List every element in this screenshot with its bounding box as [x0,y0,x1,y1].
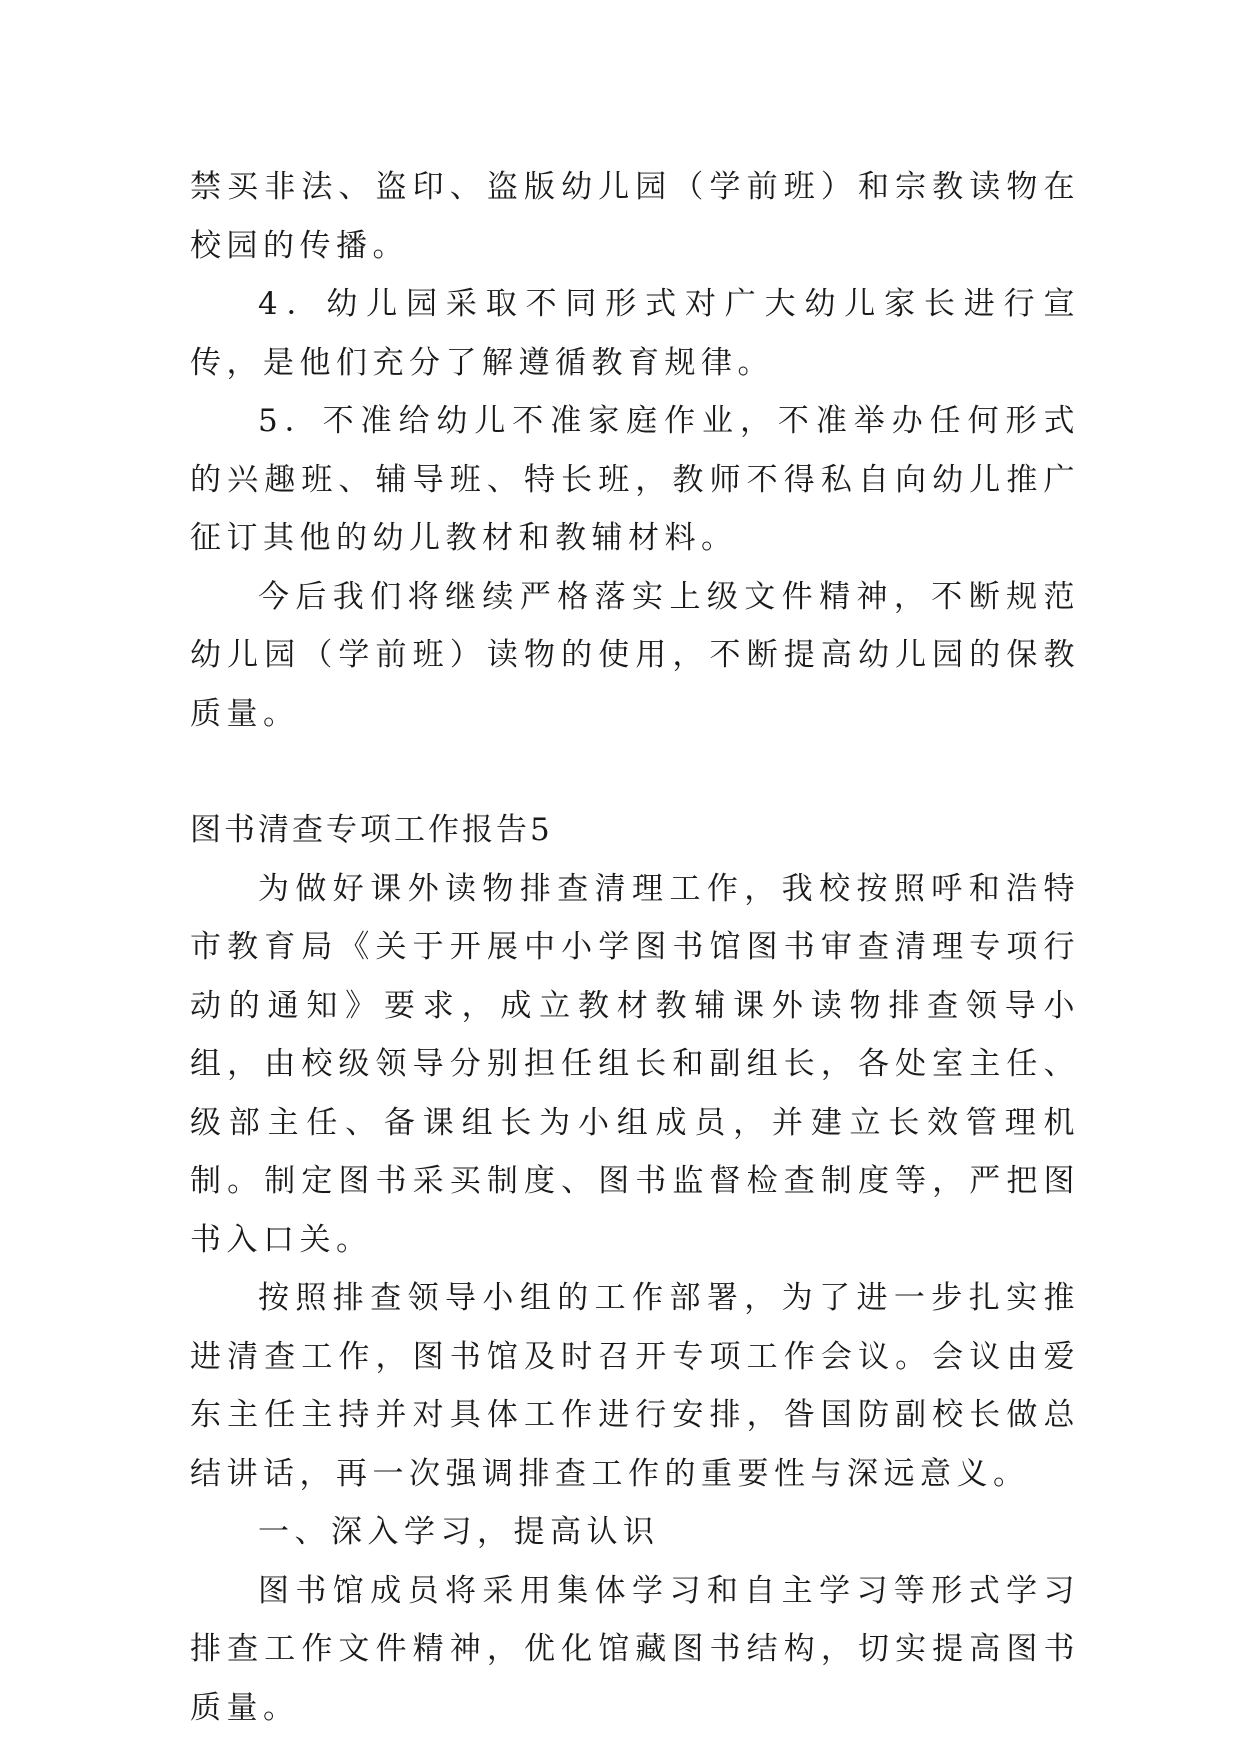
section-title: 图书清查专项工作报告5 [190,812,553,848]
paragraph-continuation: 禁买非法、盗印、盗版幼儿园（学前班）和宗教读物在校园的传播。 [190,169,1080,264]
subheading-study: 一、深入学习，提高认识 [258,1514,660,1550]
paragraph-item-5: 5．不准给幼儿不准家庭作业，不准举办任何形式的兴趣班、辅导班、特长班，教师不得私自向幼儿推广征订其他的幼儿教材和教辅材料。 [190,403,1080,556]
document-body [190,158,1080,1737]
paragraph-item-4: 4．幼儿园采取不同形式对广大幼儿家长进行宣传，是他们充分了解遵循教育规律。 [190,286,1080,381]
paragraph-meeting: 按照排查领导小组的工作部署，为了进一步扎实推进清查工作，图书馆及时召开专项工作会议。会议由爱东主任主持并对具体工作进行安排，昝国防副校长做总结讲话，再一次强调排查工作的重要性与深远意义。 [190,1280,1080,1492]
paragraph-study: 图书馆成员将采用集体学习和自主学习等形式学习排查工作文件精神，优化馆藏图书结构，切实提高图书质量。 [190,1572,1080,1726]
paragraph-conclusion: 今后我们将继续严格落实上级文件精神，不断规范幼儿园（学前班）读物的使用，不断提高幼儿园的保教质量。 [190,578,1080,732]
paragraph-intro: 为做好课外读物排查清理工作，我校按照呼和浩特市教育局《关于开展中小学图书馆图书审查清理专项行动的通知》要求，成立教材教辅课外读物排查领导小组，由校级领导分别担任组长和副组长，各处室主任、级部主任、备课组长为小组成员，并建立长效管理机制。制定图书采买制度、图书监督检查制度等，严把图书入口关。 [190,870,1080,1258]
